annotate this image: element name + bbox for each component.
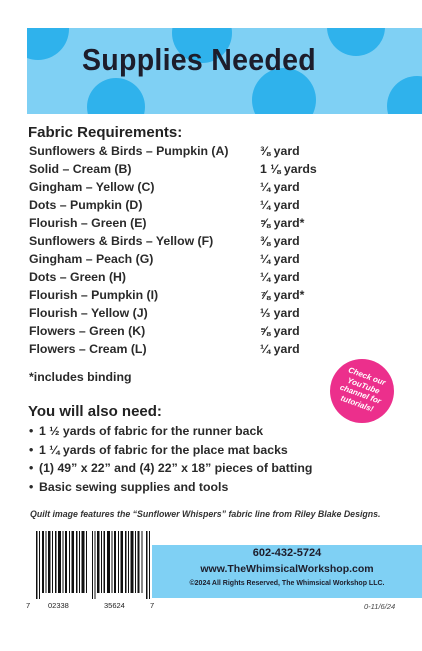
fabric-name: Flowers – Cream (L)	[29, 342, 147, 356]
fabric-quantity: ¼ yard	[260, 252, 300, 266]
fabric-name: Flourish – Pumpkin (I)	[29, 288, 159, 302]
fabric-quantity: ¼ yard	[260, 180, 300, 194]
fabric-name: Sunflowers & Birds – Yellow (F)	[29, 234, 214, 248]
fabric-row	[29, 252, 349, 270]
fabric-requirements-heading: Fabric Requirements:	[28, 124, 183, 141]
bullet-icon: •	[29, 461, 34, 475]
list-item-text: 1 ½ yards of fabric for the runner back	[39, 424, 264, 438]
fabric-row	[29, 342, 349, 360]
bullet-icon: •	[29, 479, 34, 494]
fabric-row	[29, 144, 349, 162]
fabric-row	[29, 162, 349, 180]
list-item	[29, 424, 312, 443]
page-title: Supplies Needed	[82, 42, 316, 77]
fabric-row	[29, 234, 349, 252]
fabric-quantity: ¼ yard	[260, 198, 300, 212]
fabric-name: Flourish – Green (E)	[29, 216, 147, 230]
fabric-quantity: ⅝ yard*	[260, 216, 305, 230]
fabric-row	[29, 288, 349, 306]
header-banner	[27, 28, 422, 114]
badge-text: Check our YouTube channel for tutorials!	[338, 365, 387, 414]
also-need-list	[29, 424, 312, 498]
binding-note: *includes binding	[29, 370, 132, 384]
list-item-text: (1) 49” x 22” and (4) 22” x 18” pieces of batting	[39, 461, 313, 475]
fabric-row	[29, 270, 349, 288]
list-item-text: Basic sewing supplies and tools	[39, 479, 229, 494]
pattern-code: 0-11/6/24	[364, 602, 396, 611]
fabric-name: Flourish – Yellow (J)	[29, 306, 148, 320]
barcode-digit-right: 7	[150, 601, 155, 610]
phone-number: 602-432-5724	[252, 547, 322, 559]
barcode-digits-group: 35624	[104, 601, 125, 610]
fabric-row	[29, 180, 349, 198]
fabric-quantity: 1 ⅛ yards	[260, 162, 317, 176]
fabric-quantity: ⅞ yard*	[260, 288, 305, 302]
barcode-digit-left: 7	[26, 601, 31, 610]
fabric-name: Sunflowers & Birds – Pumpkin (A)	[29, 144, 229, 158]
polka-dot	[327, 28, 385, 56]
fabric-row	[29, 324, 349, 342]
list-item	[29, 461, 312, 480]
fabric-row	[29, 198, 349, 216]
list-item	[29, 443, 312, 462]
website-link[interactable]: www.TheWhimsicalWorkshop.com	[200, 563, 374, 575]
fabric-name: Gingham – Yellow (C)	[29, 180, 155, 194]
barcode-digits-group: 02338	[48, 601, 69, 610]
also-need-heading: You will also need:	[28, 403, 162, 420]
list-item-text: 1 ¼ yards of fabric for the place mat backs	[39, 442, 288, 457]
bullet-icon: •	[29, 424, 34, 438]
barcode	[36, 531, 152, 599]
fabric-quantity: ⅝ yard	[260, 324, 300, 338]
fabric-quantity: ¼ yard	[260, 342, 300, 356]
fabric-quantity: ⅓ yard	[260, 306, 300, 320]
polka-dot	[387, 76, 422, 114]
list-item	[29, 480, 312, 499]
fabric-name: Dots – Pumpkin (D)	[29, 198, 143, 212]
bullet-icon: •	[29, 442, 34, 457]
fabric-name: Flowers – Green (K)	[29, 324, 146, 338]
polka-dot	[87, 78, 145, 114]
fabric-name: Gingham – Peach (G)	[29, 252, 154, 266]
fabric-quantity: ⅜ yard	[260, 144, 300, 158]
fabric-list	[29, 144, 349, 360]
fabric-credit: Quilt image features the “Sunflower Whispers” fabric line from Riley Blake Designs.	[30, 509, 381, 519]
fabric-name: Solid – Cream (B)	[29, 162, 132, 176]
fabric-row	[29, 216, 349, 234]
fabric-quantity: ¼ yard	[260, 270, 300, 284]
contact-banner	[152, 545, 422, 598]
youtube-badge[interactable]	[330, 359, 394, 423]
fabric-quantity: ⅜ yard	[260, 234, 300, 248]
polka-dot	[27, 28, 69, 60]
fabric-row	[29, 306, 349, 324]
copyright: ©2024 All Rights Reserved, The Whimsical Workshop LLC.	[189, 580, 385, 587]
fabric-name: Dots – Green (H)	[29, 270, 127, 284]
